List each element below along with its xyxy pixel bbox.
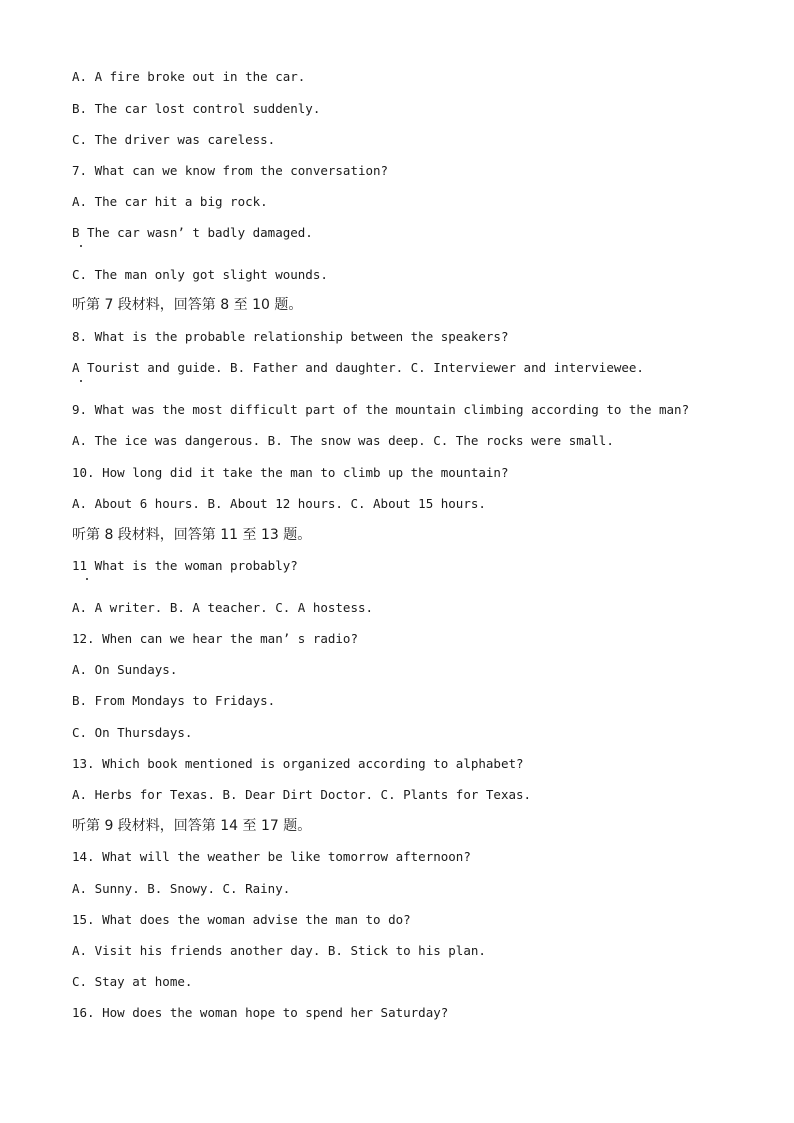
options-13: A. Herbs for Texas. B. Dear Dirt Doctor. C. Plants for Texas. [72,787,532,802]
section-heading-8: 听第 8 段材料，回答第 11 至 13 题。 [72,527,312,543]
option-5b: B. The car lost control suddenly. [72,101,321,116]
options-9: A. The ice was dangerous. B. The snow was deep. C. The rocks were small. [72,433,614,448]
question-13: 13. Which book mentioned is organized according to alphabet? [72,756,524,771]
stray-dot-mark [80,245,82,247]
options-11: A. A writer. B. A teacher. C. A hostess. [72,600,374,615]
question-11: 11 What is the woman probably? [72,558,298,573]
question-10: 10. How long did it take the man to climb up the mountain? [72,465,509,480]
option-15c: C. Stay at home. [72,974,193,989]
question-12: 12. When can we hear the man’ s radio? [72,631,358,646]
stray-dot-mark [86,578,88,580]
question-9: 9. What was the most difficult part of the mountain climbing according to the man? [72,402,690,417]
option-7a: A. The car hit a big rock. [72,194,268,209]
question-7: 7. What can we know from the conversation? [72,163,389,178]
option-12a: A. On Sundays. [72,662,178,677]
option-5c: C. The driver was careless. [72,132,276,147]
question-15: 15. What does the woman advise the man to do? [72,912,411,927]
stray-dot-mark [80,380,82,382]
options-8: A Tourist and guide. B. Father and daughter. C. Interviewer and interviewee. [72,360,644,375]
section-heading-9: 听第 9 段材料，回答第 14 至 17 题。 [72,818,312,834]
options-10: A. About 6 hours. B. About 12 hours. C. About 15 hours. [72,496,486,511]
option-12c: C. On Thursdays. [72,725,193,740]
section-heading-7: 听第 7 段材料，回答第 8 至 10 题。 [72,297,303,313]
document-page [72,0,772,1123]
options-14: A. Sunny. B. Snowy. C. Rainy. [72,881,291,896]
options-15ab: A. Visit his friends another day. B. Stick to his plan. [72,943,486,958]
option-5a: A. A fire broke out in the car. [72,69,306,84]
option-12b: B. From Mondays to Fridays. [72,693,276,708]
option-7c: C. The man only got slight wounds. [72,267,328,282]
question-16: 16. How does the woman hope to spend her Saturday? [72,1005,449,1020]
option-7b: B The car wasn’ t badly damaged. [72,225,313,240]
question-8: 8. What is the probable relationship between the speakers? [72,329,509,344]
question-14: 14. What will the weather be like tomorrow afternoon? [72,849,471,864]
